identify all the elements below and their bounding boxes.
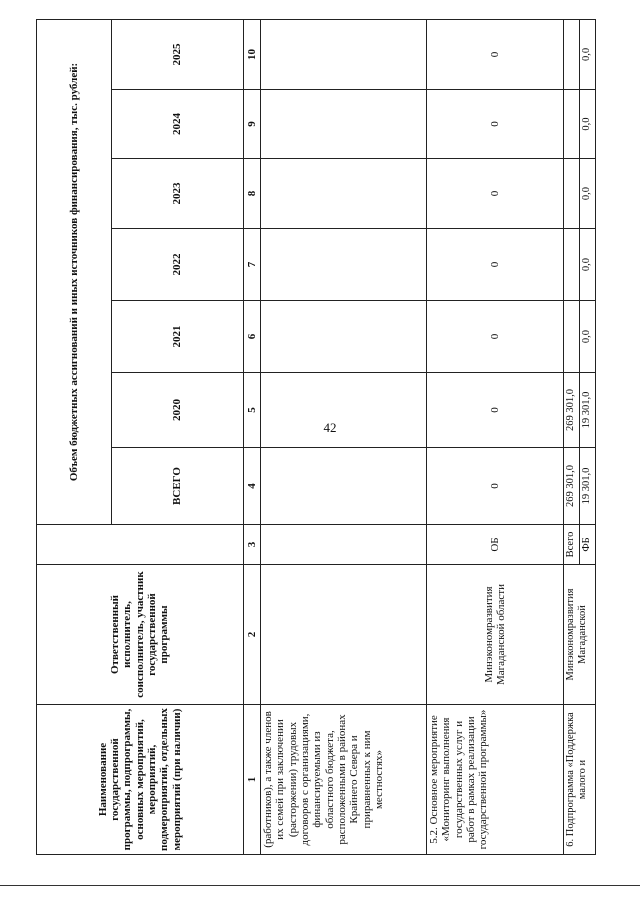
row2-val-2020: 0 xyxy=(427,373,564,448)
col-num-3: 3 xyxy=(243,525,260,565)
header-year-2021: 2021 xyxy=(112,301,244,373)
row3-fb-val-2022: 0,0 xyxy=(580,229,596,301)
col-num-2: 2 xyxy=(243,565,260,705)
col-num-7: 7 xyxy=(243,229,260,301)
row3-fb-val-2020: 19 301,0 xyxy=(580,373,596,448)
rotated-table-container xyxy=(36,20,596,855)
table-row xyxy=(427,19,564,854)
col-num-5: 5 xyxy=(243,373,260,448)
header-source xyxy=(37,525,244,565)
row3-fb-val-total: 19 301,0 xyxy=(580,448,596,525)
row3-total-val-2020: 269 301,0 xyxy=(564,373,580,448)
row2-val-total: 0 xyxy=(427,448,564,525)
header-executor: Ответственный исполнитель, соисполнитель, участник государственной программы xyxy=(37,565,244,705)
col-num-1: 1 xyxy=(243,705,260,855)
column-number-row xyxy=(243,19,260,854)
row2-exec: Минэкономразвития Магаданской области xyxy=(427,565,564,705)
row2-source: ОБ xyxy=(427,525,564,565)
bottom-rule xyxy=(0,885,640,886)
table-row xyxy=(564,19,580,854)
row3-total-val-total: 269 301,0 xyxy=(564,448,580,525)
row3-name: 6. Подпрограмма «Поддержка малого и xyxy=(564,705,596,855)
row3-total-val-2024 xyxy=(564,90,580,159)
row2-val-2023: 0 xyxy=(427,159,564,229)
row3-total-val-2023 xyxy=(564,159,580,229)
header-year-total: ВСЕГО xyxy=(112,448,244,525)
row3-total-val-2025 xyxy=(564,19,580,89)
row1-val-2020 xyxy=(261,373,427,448)
header-volume: Объем бюджетных ассигнований и иных источников финансирования, тыс. рублей: xyxy=(37,19,112,524)
row1-val-2021 xyxy=(261,301,427,373)
row3-fb-val-2025: 0,0 xyxy=(580,19,596,89)
row1-val-2024 xyxy=(261,90,427,159)
header-name: Наименование государственной программы, подпрограммы, основных мероприятий, мероприятий, подмероприятий, отдельных мероприятий (при наличии) xyxy=(37,705,244,855)
header-year-2023: 2023 xyxy=(112,159,244,229)
row3-fb-val-2023: 0,0 xyxy=(580,159,596,229)
row1-val-2025 xyxy=(261,19,427,89)
row3-total-val-2021 xyxy=(564,301,580,373)
header-year-2022: 2022 xyxy=(112,229,244,301)
row3-fb-val-2021: 0,0 xyxy=(580,301,596,373)
col-num-10: 10 xyxy=(243,19,260,89)
col-num-9: 9 xyxy=(243,90,260,159)
col-num-6: 6 xyxy=(243,301,260,373)
row3-fb-val-2024: 0,0 xyxy=(580,90,596,159)
header-year-2020: 2020 xyxy=(112,373,244,448)
row2-val-2024: 0 xyxy=(427,90,564,159)
header-year-2024: 2024 xyxy=(112,90,244,159)
row3-total-val-2022 xyxy=(564,229,580,301)
row3-exec: Минэкономразвития Магаданской xyxy=(564,565,596,705)
row1-val-2022 xyxy=(261,229,427,301)
header-year-2025: 2025 xyxy=(112,19,244,89)
row2-name: 5.2. Основное мероприятие «Мониторинг выполнения государственных услуг и работ в рамках реализации государственной программы» xyxy=(427,705,564,855)
row2-val-2021: 0 xyxy=(427,301,564,373)
col-num-8: 8 xyxy=(243,159,260,229)
page-number: 42 xyxy=(323,420,337,435)
row2-val-2025: 0 xyxy=(427,19,564,89)
financing-table xyxy=(36,19,596,855)
table-row xyxy=(261,19,427,854)
row2-val-2022: 0 xyxy=(427,229,564,301)
row1-val-total xyxy=(261,448,427,525)
row1-exec xyxy=(261,565,427,705)
row3-source-fb: ФБ xyxy=(580,525,596,565)
row3-source-total: Всего xyxy=(564,525,580,565)
row1-val-2023 xyxy=(261,159,427,229)
row1-name: (работников), а также членов их семей при заключении (расторжении) трудовых договоров с организациями, финансируемыми из областного бюджета, расположенными в районах Крайнего Севера и приравненных к ним местностях» xyxy=(261,705,427,855)
row1-source xyxy=(261,525,427,565)
col-num-4: 4 xyxy=(243,448,260,525)
